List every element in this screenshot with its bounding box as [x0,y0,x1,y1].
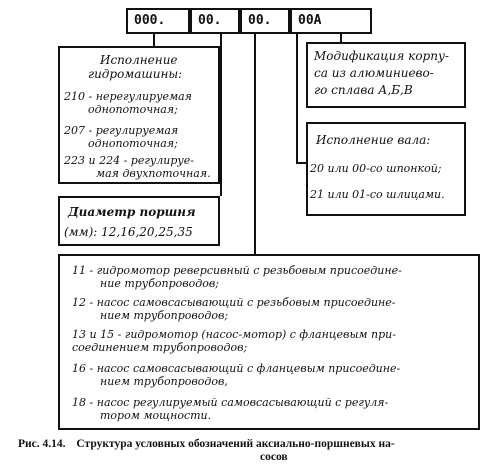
type-item-13-15: 13 и 15 - гидромотор (насос-мотор) с фланцевым при- [72,328,396,341]
type-item-18: 18 - насос регулируемый самовсасывающий с регуля- [72,396,389,409]
caption-text-cont: сосов [260,451,288,463]
shaft-item-21: 21 или 01-со шлицами. [310,188,445,201]
type-item-11: 11 - гидромотор реверсивный с резьбовым присоедине- [72,264,402,277]
machine-type-box [58,254,480,430]
hydro-item-207: 207 - регулируемая [64,124,179,137]
type-item-12: 12 - насос самовсасывающий с резьбовым присоедине- [72,296,396,309]
piston-values: (мм): 12,16,20,25,35 [64,225,193,239]
caption-text: Структура условных обозначений аксиально-поршневых на- [76,438,395,450]
housing-line-3: го сплава А,Б,В [314,83,413,97]
shaft-item-20: 20 или 00-со шпонкой; [310,162,442,175]
code-segment-type: 00. [240,8,290,34]
hydro-title-1: Исполнение [100,53,178,67]
code-segment-diameter: 00. [190,8,240,34]
connector-diameter [220,34,222,196]
shaft-title: Исполнение вала: [316,133,431,147]
hydro-title-2: гидромашины: [88,67,183,81]
figure-caption [18,438,488,464]
type-item-12-cont: нием трубопроводов; [100,309,229,322]
shaft-execution-box [306,122,466,216]
caption-number: 4.14. [42,438,66,450]
caption-label: Рис. [18,438,40,450]
type-item-16-cont: нием трубопроводов, [100,375,228,388]
housing-modification-box [306,42,466,108]
housing-line-2: са из алюминиево- [314,66,434,80]
code-segment-series: 000. [126,8,190,34]
hydro-machine-box [58,46,220,184]
hydro-item-210-cont: однопоточная; [88,103,178,116]
connector-type-vertical [254,34,256,254]
piston-diameter-box [58,196,220,246]
housing-line-1: Модификация корпу- [314,49,449,63]
type-item-13-15-cont: соединением трубопроводов; [72,341,248,354]
hydro-item-223: 223 и 224 - регулируе- [64,154,195,167]
type-item-16: 16 - насос самовсасывающий с фланцевым присоедине- [72,362,401,375]
type-item-18-cont: тором мощности. [100,409,212,422]
hydro-item-207-cont: однопоточная; [88,137,178,150]
piston-title: Диаметр поршня [68,205,196,219]
code-segment-shaft-housing: 00А [290,8,372,34]
hydro-item-210: 210 - нерегулируемая [64,90,192,103]
type-item-11-cont: ние трубопроводов; [100,277,220,290]
connector-shaft-vertical [296,34,298,164]
hydro-item-223-cont: мая двухпоточная. [96,167,211,180]
